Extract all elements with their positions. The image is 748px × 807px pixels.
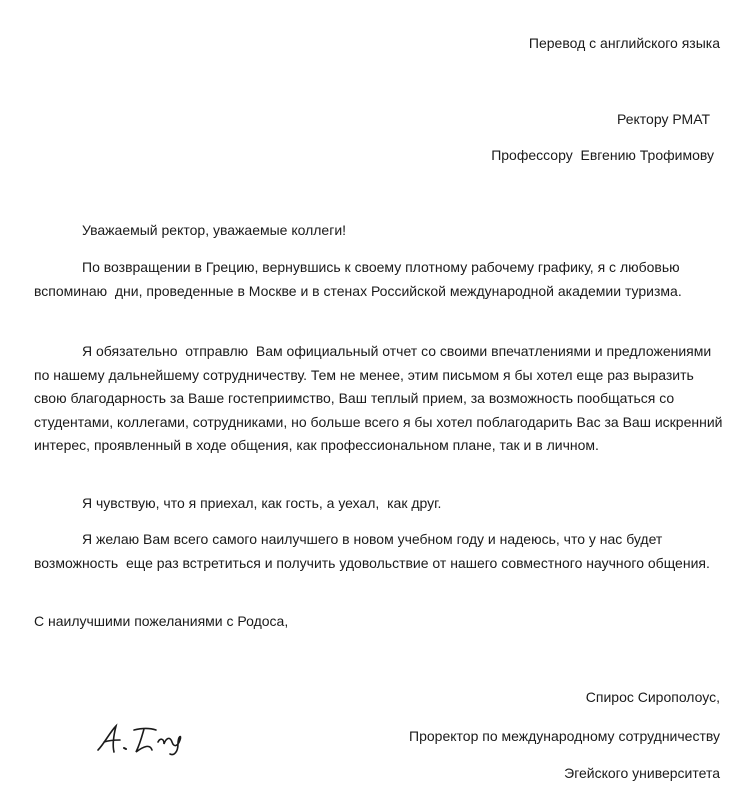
sender-position: Проректор по международному сотрудничеству [409, 728, 720, 744]
sender-organization: Эгейского университета [564, 765, 720, 781]
sender-name: Спирос Сирополоус, [585, 689, 720, 705]
letter-paragraph-1: По возвращении в Грецию, вернувшись к своему плотному рабочему графику, я с любовью вспоминаю дни, проведенные в Москве и в стенах Российской международной академии туризма. [34, 259, 684, 299]
recipient-line-rector: Ректору РМАТ [617, 111, 710, 127]
letter-paragraph-4: Я желаю Вам всего самого наилучшего в новом учебном году и надеюсь, что у нас будет возможность еще раз встретиться и получить удовольствие от нашего совместного научного общения. [34, 531, 710, 571]
translation-note: Перевод с английского языка [528, 35, 720, 51]
handwritten-signature [94, 722, 190, 758]
recipient-line-professor: Профессору Евгению Трофимову [491, 147, 714, 163]
letter-greeting: Уважаемый ректор, уважаемые коллеги! [82, 222, 347, 238]
letter-paragraph-3: Я чувствую, что я приехал, как гость, а уехал, как друг. [82, 495, 442, 511]
letter-paragraph-2: Я обязательно отправлю Вам официальный отчет со своими впечатлениями и предложениями по нашему дальнейшему сотрудничеству. Тем не менее, этим письмом я бы хотел еще раз выразить свою благодарность за Ваше гостеприимство, Ваш теплый прием, за возможность пообщаться со студентами, коллегами, сотрудниками, но больше всего я бы хотел поблагодарить Вас за Ваш искренний интерес, проявленный в ходе общения, как профессиональном плане, так и в личном. [34, 343, 727, 453]
letter-closing: С наилучшими пожеланиями с Родоса, [34, 613, 289, 629]
